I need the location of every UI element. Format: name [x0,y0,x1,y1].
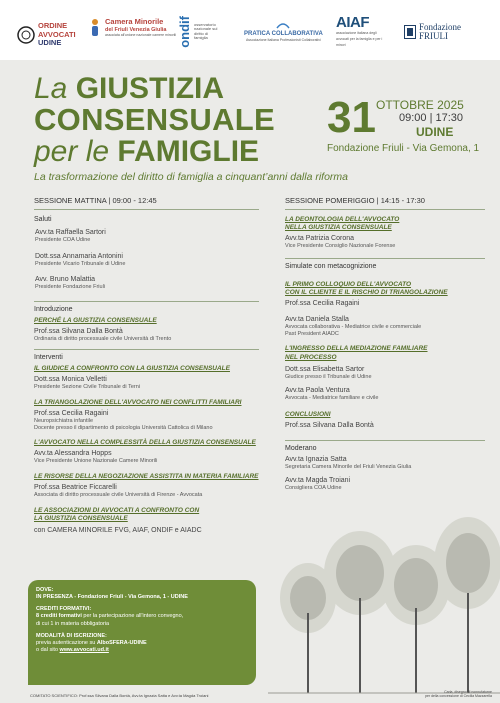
speaker-role: Ordinaria di diritto processuale civile Università di Trento [34,336,172,343]
talk-title: LE RISORSE DELLA NEGOZIAZIONE ASSISTITA IN MATERIA FAMILIARE [34,472,259,480]
talk-title: LA GIUSTIZIA CONSENSUALE [34,514,128,522]
talk-title: L'INGRESSO DELLA MEDIAZIONE FAMILIARE [285,345,428,353]
talk-title: LE ASSOCIAZIONI DI AVVOCATI A CONFRONTO CON [34,506,200,514]
speaker-role: Associata di diritto processuale civile Università di Firenze - Avvocata [34,492,203,499]
logo-pratica-collaborativa [244,22,323,44]
intro-rule [34,301,259,302]
speaker-role: Vice Presidente Unione Nazionale Camere Minorili [34,458,158,465]
speaker-name: Prof.ssa Silvana Dalla Bontà [34,328,123,336]
speaker-role: Past President AIADC [285,330,339,337]
saluti-label: Saluti [34,215,52,223]
iscrizione-text: previa autenticazione su [36,639,97,646]
speaker-role: Presidente Sezione Civile Tribunale di Terni [34,384,140,391]
speaker-name: Avv.ta Raffaella Sartori [35,228,106,236]
logo-ordine-avvocati [17,22,76,48]
morning-session [34,196,259,535]
morning-header: SESSIONE MATTINA | 09:00 - 12:45 [34,196,157,205]
family-figure-icon [88,18,102,38]
speaker-name: Prof.ssa Cecilia Ragaini [285,300,360,308]
afternoon-session [285,196,485,492]
info-box [28,580,256,685]
interventi-rule [34,349,259,350]
speaker-role: Presidente Vicario Tribunale di Udine [35,260,126,267]
event-time: 09:00 | 17:30 [399,112,464,124]
speaker-role: Giudice presso il Tribunale di Udine [285,373,372,380]
morning-rule [34,209,259,210]
sim-rule [285,258,485,259]
pratica-name: PRATICA COLLABORATIVA [244,31,323,37]
speaker-role: Consigliera COA Udine [285,485,342,492]
speaker-name: Avv.ta Paola Ventura [285,387,350,395]
ordine-line1: ORDINE [38,21,68,30]
camera-name: Camera Minorile [105,17,164,26]
dove-text: IN PRESENZA - Fondazione Friuli - Via Gemona, 1 - UDINE [36,594,188,601]
ondif-text: osservatorio nazionale sul diritto di famiglia [194,21,218,41]
page-title [34,74,275,167]
talk-title: LA DEONTOLOGIA DELL'AVVOCATO [285,215,400,223]
speaker-name: Prof.ssa Silvana Dalla Bontà [285,422,374,430]
logo-aiaf [336,14,384,49]
speaker-role: Avvocata collaborativa - Mediatrice civile e commerciale [285,324,422,331]
iscrizione-heading: MODALITÀ DI ISCRIZIONE: [36,632,107,639]
ordine-line2: AVVOCATI [38,29,76,39]
logo-fondazione-friuli [404,23,461,41]
ordine-emblem-icon [17,26,35,44]
speaker-role: Docente presso il dipartimento di psicologia Università Cattolica di Milano [34,424,213,431]
page-subtitle: La trasformazione del diritto di famiglia a cinquant’anni dalla riforma [34,171,348,183]
crediti-heading: CREDITI FORMATIVI: [36,606,92,613]
speaker-role: Presidente Fondazione Friuli [35,284,106,291]
event-city: UDINE [416,125,454,139]
talk-title: IL GIUDICE A CONFRONTO CON LA GIUSTIZIA CONSENSUALE [34,364,230,372]
afternoon-header: SESSIONE POMERIGGIO | 14:15 - 17:30 [285,196,425,205]
pratica-sub: Associazione Italiana Professionisti Collaborativi [245,37,321,42]
intro-label: Introduzione [34,305,73,313]
speaker-name: Avv.ta Ignazia Satta [285,456,347,464]
illustration-credit [425,690,492,698]
afternoon-rule [285,209,485,210]
moderators-rule [285,440,485,441]
event-day: 31 [327,93,376,142]
talk-title: IL PRIMO COLLOQUIO DELL'AVVOCATO [285,280,412,288]
credit-line2: per della concessione di Cecilia Mazzarella [425,694,492,699]
title-per-le: per le [34,135,110,168]
iscrizione-text: o dal sito [36,646,60,653]
title-giustizia: GIUSTIZIA [75,72,225,105]
crediti-count: 8 crediti formativi [36,613,82,620]
speaker-name: Avv.ta Magda Troiani [285,477,351,485]
speaker-role: Vice Presidente Consiglio Nazionale Forense [285,243,396,250]
title-la: La [34,72,68,105]
event-venue: Fondazione Friuli - Via Gemona, 1 [327,143,480,154]
talk-title: NELLA GIUSTIZIA CONSENSUALE [285,223,392,231]
logo-camera-minorile [88,18,176,39]
title-famiglie: FAMIGLIE [117,135,260,168]
ondif-mark: ondif [177,16,192,48]
logo-ondif [178,16,220,48]
speaker-name: Prof.ssa Cecilia Ragaini [34,409,109,417]
camera-sub: del Friuli Venezia Giulia [105,26,167,33]
speaker-name: Avv.ta Daniela Stalla [285,316,349,324]
speaker-role: Neuropsichiatra infantile [34,417,94,424]
speaker-name: Dott.ssa Elisabetta Sartor [285,365,365,373]
speaker-name: Avv.ta Alessandra Hopps [34,450,112,458]
crediti-text: per la partecipazione all'intero convegno, [81,613,184,620]
speaker-name: Dott.ssa Monica Velletti [34,376,107,384]
speaker-name: Avv. Bruno Malattia [35,276,96,284]
talk-title: NEL PROCESSO [285,353,337,361]
event-month-year: OTTOBRE 2025 [376,98,464,112]
talk-title: L'AVVOCATO NELLA COMPLESSITÀ DELLA GIUSTIZIA CONSENSUALE [34,439,256,447]
talk-title: CON IL CLIENTE E IL RISCHIO DI TRIANGOLAZIONE [285,288,448,296]
aiaf-text: associazione italiana degli avvocati per la famiglia e per i minori [336,31,383,47]
crediti-note: di cui 1 in materia obbligatoria [36,620,110,627]
albosfera-link[interactable]: AlboSFERA-UDINE [96,639,147,646]
speaker-name: Dott.ssa Annamaria Antonini [35,252,123,260]
logo-band [0,0,500,60]
fondazione-line2: FRIULI [419,31,448,41]
ordine-line3: UDINE [38,38,62,48]
speaker-name: Prof.ssa Beatrice Ficcarelli [34,484,117,492]
collaboration-icon [276,22,290,30]
moderators-label: Moderano [285,445,317,453]
camera-tag: associata all'unione nazionale camere minorili [105,32,177,37]
speaker-role: Segretaria Camera Minorile del Friuli Venezia Giulia [285,464,412,471]
credit-line1: Carla, disegno di nonnufaturne [444,690,492,694]
website-link[interactable]: www.avvocati.ud.it [59,646,109,653]
aiaf-mark: AIAF [336,14,369,31]
dove-heading: DOVE: [36,587,54,593]
trees-illustration [268,503,500,703]
interventi-label: Interventi [34,353,63,361]
speaker-role: Avvocata - Mediatrice familiare e civile [285,395,379,402]
title-consensuale: CONSENSUALE [34,102,275,137]
speaker-name: Avv.ta Patrizia Corona [285,235,354,242]
fondazione-emblem-icon [404,25,416,39]
talk-title: CONCLUSIONI [285,411,331,419]
scientific-committee: COMITATO SCIENTIFICO: Prof.ssa Silvana Dalla Bontà, Avv.ta Ignazia Satta e Avv.ta Magda Troiani [30,693,209,698]
associations-text: con CAMERA MINORILE FVG, AIAF, ONDIF e AIADC [34,527,202,534]
talk-title: PERCHÉ LA GIUSTIZIA CONSENSUALE [34,317,157,324]
simulate-label: Simulate con metacognizione [285,262,377,270]
fondazione-line1: Fondazione [419,22,461,32]
speaker-role: Presidente COA Udine [35,236,91,243]
talk-title: LA TRIANGOLAZIONE DELL'AVVOCATO NEI CONFLITTI FAMILIARI [34,398,242,406]
